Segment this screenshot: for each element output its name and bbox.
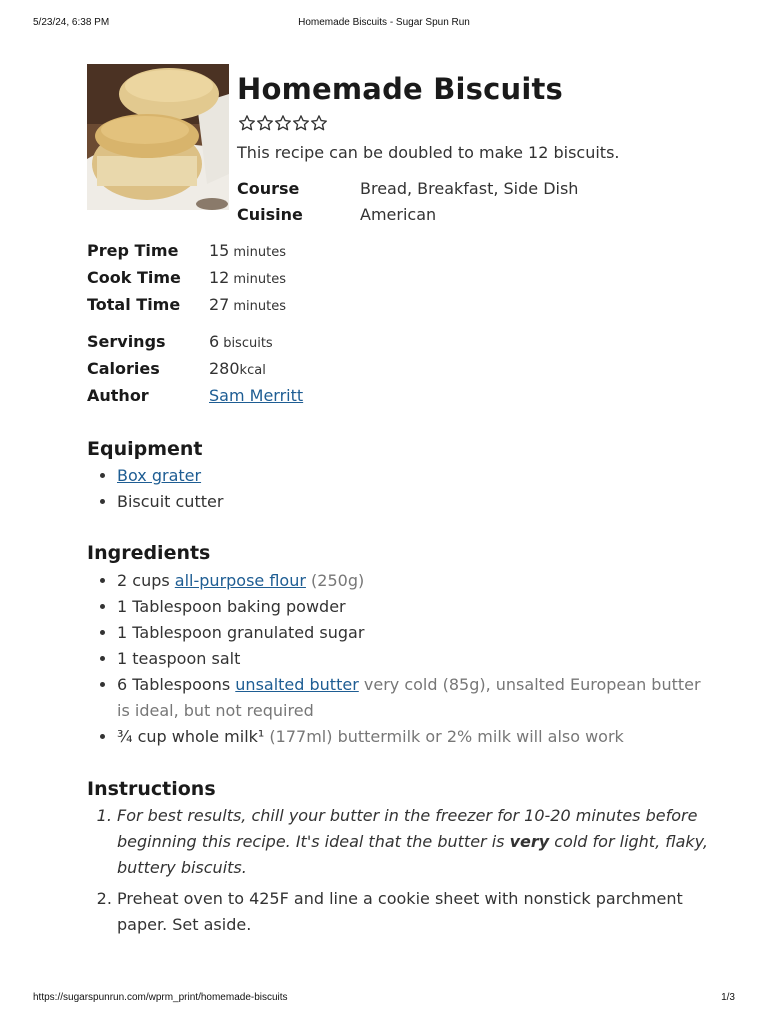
servings-value[interactable]: 6 — [209, 332, 220, 351]
tag-label: Cuisine — [237, 205, 303, 224]
equipment-list — [87, 463, 717, 515]
ingredient-amount: 1 teaspoon — [117, 649, 207, 668]
tag-row-course — [237, 179, 578, 205]
ingredient-link[interactable]: unsalted butter — [235, 675, 359, 694]
total-time-row — [87, 295, 286, 322]
ingredient-notes: very cold (85g), unsalted European butter is ideal, but not required — [117, 675, 701, 720]
author-row — [87, 386, 303, 413]
servings-row — [87, 332, 303, 359]
meta-unit: minutes — [233, 245, 286, 260]
instructions-heading: Instructions — [87, 778, 216, 800]
meta-label: Prep Time — [87, 241, 179, 260]
meta-value: 15 — [209, 241, 230, 260]
print-page-number: 1/3 — [721, 992, 735, 1003]
list-item: • Biscuit cutter — [117, 489, 717, 515]
recipe-times — [87, 241, 286, 322]
list-item — [117, 463, 717, 489]
recipe-servings-block — [87, 332, 303, 413]
meta-unit: kcal — [239, 363, 266, 378]
tag-label: Course — [237, 179, 300, 198]
calories-row — [87, 359, 303, 386]
ingredients-heading: Ingredients — [87, 542, 211, 564]
equipment-link[interactable]: Box grater — [117, 466, 202, 485]
step-text: Preheat oven to 425F and line a cookie sheet with nonstick parchment paper. Set aside. — [117, 889, 683, 934]
print-url: https://sugarspunrun.com/wprm_print/homemade-biscuits — [33, 992, 288, 1003]
meta-label: Total Time — [87, 295, 181, 314]
tag-value: Bread, Breakfast, Side Dish — [360, 179, 579, 198]
ingredient-name: whole milk¹ — [171, 727, 265, 746]
ingredient-name: salt — [211, 649, 241, 668]
list-item — [117, 724, 717, 750]
ingredient-amount: ¾ cup — [117, 727, 167, 746]
list-item — [117, 620, 717, 646]
tag-row-cuisine — [237, 205, 578, 231]
ingredient-name: granulated sugar — [226, 623, 365, 642]
ingredient-amount: 1 Tablespoon — [117, 597, 222, 616]
print-page-title: Homemade Biscuits - Sugar Spun Run — [298, 17, 470, 28]
ingredient-amount: 2 cups — [117, 571, 170, 590]
step-emphasis: very — [509, 832, 550, 851]
instruction-step — [117, 886, 717, 938]
prep-time-row — [87, 241, 286, 268]
list-item — [117, 594, 717, 620]
step-text: For best results, chill your butter in the freezer for 10-20 minutes before beginning this recipe. It's ideal that the butter is — [117, 806, 698, 851]
meta-unit: biscuits — [223, 336, 273, 351]
instructions-list — [87, 803, 717, 943]
ingredient-amount: 1 Tablespoon — [117, 623, 222, 642]
meta-unit: minutes — [233, 299, 286, 314]
rating-stars[interactable] — [238, 113, 328, 133]
star-outline-icon[interactable] — [292, 113, 310, 133]
recipe-photo — [87, 64, 229, 210]
ingredient-notes: (250g) — [311, 571, 365, 590]
recipe-summary: This recipe can be doubled to make 12 biscuits. — [237, 143, 620, 162]
star-outline-icon[interactable] — [310, 113, 328, 133]
star-outline-icon[interactable] — [238, 113, 256, 133]
meta-value: 27 — [209, 295, 230, 314]
step-text: cold for light, flaky, buttery biscuits. — [117, 832, 708, 877]
ingredient-name: baking powder — [226, 597, 346, 616]
author-link[interactable]: Sam Merritt — [209, 386, 304, 405]
meta-label: Servings — [87, 332, 166, 351]
star-outline-icon[interactable] — [274, 113, 292, 133]
list-item — [117, 646, 717, 672]
recipe-tags — [237, 179, 578, 231]
ingredient-notes: (177ml) buttermilk or 2% milk will also work — [269, 727, 624, 746]
recipe-title: Homemade Biscuits — [237, 72, 563, 106]
meta-label: Calories — [87, 359, 160, 378]
print-footer — [33, 992, 735, 1006]
star-outline-icon[interactable] — [256, 113, 274, 133]
meta-unit: minutes — [233, 272, 286, 287]
equipment-heading: Equipment — [87, 438, 203, 460]
instruction-step — [117, 803, 717, 881]
list-item — [117, 672, 717, 724]
calories-value: 280 — [209, 359, 240, 378]
ingredient-amount: 6 Tablespoons — [117, 675, 231, 694]
print-date: 5/23/24, 6:38 PM — [33, 17, 110, 28]
tag-value: American — [360, 205, 437, 224]
ingredient-link[interactable]: all-purpose flour — [174, 571, 306, 590]
print-header — [33, 17, 735, 31]
ingredients-list — [87, 568, 717, 750]
list-item — [117, 568, 717, 594]
cook-time-row — [87, 268, 286, 295]
meta-value: 12 — [209, 268, 230, 287]
meta-label: Cook Time — [87, 268, 181, 287]
meta-label: Author — [87, 386, 149, 405]
